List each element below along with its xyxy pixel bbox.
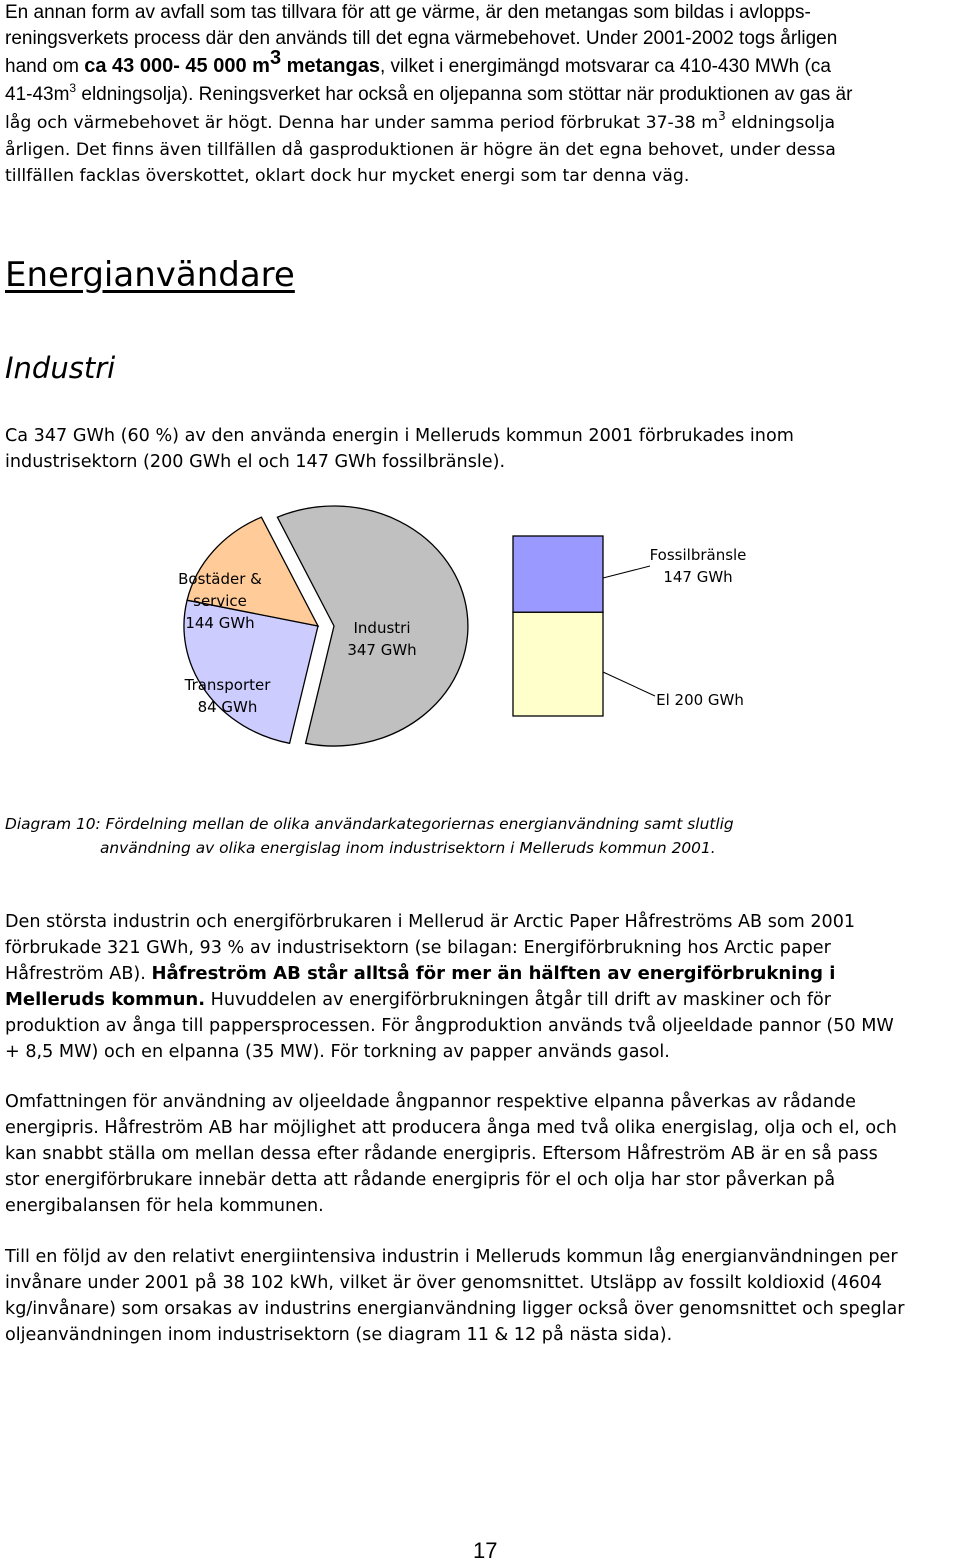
intro-line-1: En annan form av avfall som tas tillvara för att ge värme, är den metangas som bildas i avlopps- bbox=[5, 2, 811, 23]
intro-paragraph bbox=[5, 0, 955, 189]
bar-segment-el bbox=[513, 612, 603, 716]
industry-line-1: Ca 347 GWh (60 %) av den använda energin i Melleruds kommun 2001 förbrukades inom bbox=[5, 426, 794, 446]
p3-line-2: invånare under 2001 på 38 102 kWh, vilket är över genomsnittet. Utsläpp av fossilt koldioxid (4604 bbox=[5, 1273, 883, 1293]
p2-line-1: Omfattningen för användning av oljeeldade ångpannor respektive elpanna påverkas av rådande bbox=[5, 1092, 856, 1112]
intro-line-2: reningsverkets process där den används till det egna värmebehovet. Under 2001-2002 togs årligen bbox=[5, 28, 838, 49]
p2-line-4: stor energiförbrukare innebär detta att rådande energipris för el och olja har stor påverkan på bbox=[5, 1170, 836, 1190]
bar-label-el: El 200 GWh bbox=[656, 691, 744, 709]
intro-line-6: årligen. Det finns även tillfällen då gasproduktionen är högre än det egna behovet, under dessa bbox=[5, 140, 836, 160]
slice-label-bostader: Bostäder & service 144 GWh bbox=[178, 570, 262, 632]
energy-chart bbox=[0, 490, 960, 780]
paragraph-arctic-paper bbox=[5, 909, 960, 1065]
intro-line-7: tillfällen facklas överskottet, oklart dock hur mycket energi som tar denna väg. bbox=[5, 166, 690, 186]
p2-line-3: kan snabbt ställa om mellan dessa efter rådande energipris. Eftersom Håfreström AB är en så pass bbox=[5, 1144, 878, 1164]
chart-svg bbox=[0, 490, 960, 780]
bar-segment-fossil bbox=[513, 536, 603, 612]
p1-line-2: förbrukade 321 GWh, 93 % av industrisektorn (se bilagan: Energiförbrukning hos Arctic paper bbox=[5, 938, 831, 958]
section-heading: Energianvändare bbox=[5, 255, 295, 295]
paragraph-energy-price bbox=[5, 1089, 960, 1219]
intro-line-4: $41-43m^3$ eldningsolja). Reningsverket har också en oljepanna som stöttar när produktionen av gas är bbox=[5, 81, 853, 105]
p2-line-2: energipris. Håfreström AB har möjlighet att producera ånga med två olika energislag, olja och el, och bbox=[5, 1118, 897, 1138]
stacked-bar-chart bbox=[513, 536, 603, 716]
p2-line-5: energibalansen för hela kommunen. bbox=[5, 1196, 324, 1216]
intro-line-3: hand om ca 43 000- 45 000 $m^3$ metangas, vilket i energimängd motsvarar ca 410-430 MWh (ca bbox=[5, 47, 831, 77]
subsection-heading: Industri bbox=[5, 351, 116, 385]
p1-line-4: Melleruds kommun. Huvuddelen av energiförbrukningen åtgår till drift av maskiner och för bbox=[5, 989, 832, 1010]
p1-line-3: Håfreström AB). Håfreström AB står alltså för mer än hälften av energiförbrukning i bbox=[5, 963, 836, 984]
caption-line-1: Diagram 10: Fördelning mellan de olika användarkategoriernas energianvändning samt slutlig bbox=[5, 815, 734, 833]
bar-label-fossil: Fossilbränsle 147 GWh bbox=[649, 546, 747, 586]
p1-line-5: produktion av ånga till pappersprocessen. För ångproduktion används två oljeeldade pannor (50 MW bbox=[5, 1016, 894, 1036]
p1-line-6: + 8,5 MW) och en elpanna (35 MW). För torkning av papper används gasol. bbox=[5, 1042, 670, 1062]
industry-line-2: industrisektorn (200 GWh el och 147 GWh fossilbränsle). bbox=[5, 452, 506, 472]
paragraph-per-capita bbox=[5, 1244, 960, 1348]
slice-label-transporter: Transporter 84 GWh bbox=[184, 676, 271, 716]
intro-line-5: låg och värmebehovet är högt. Denna har under samma period förbrukat 37-38 $m^3$ eldningsolja bbox=[5, 109, 836, 133]
page-number: 17 bbox=[473, 1538, 498, 1563]
caption-line-2: användning av olika energislag inom industrisektorn i Melleruds kommun 2001. bbox=[100, 839, 716, 857]
p3-line-4: oljeanvändningen inom industrisektorn (se diagram 11 & 12 på nästa sida). bbox=[5, 1325, 673, 1345]
slice-label-industri: Industri 347 GWh bbox=[347, 619, 417, 659]
diagram-caption bbox=[5, 812, 805, 860]
p3-line-1: Till en följd av den relativt energiintensiva industrin i Melleruds kommun låg energianvändningen per bbox=[5, 1247, 898, 1267]
industry-paragraph bbox=[5, 423, 960, 475]
p1-line-1: Den största industrin och energiförbrukaren i Mellerud är Arctic Paper Håfreströms AB som 2001 bbox=[5, 912, 856, 932]
p3-line-3: kg/invånare) som orsakas av industrins energianvändning ligger också över genomsnittet och speglar bbox=[5, 1299, 905, 1319]
